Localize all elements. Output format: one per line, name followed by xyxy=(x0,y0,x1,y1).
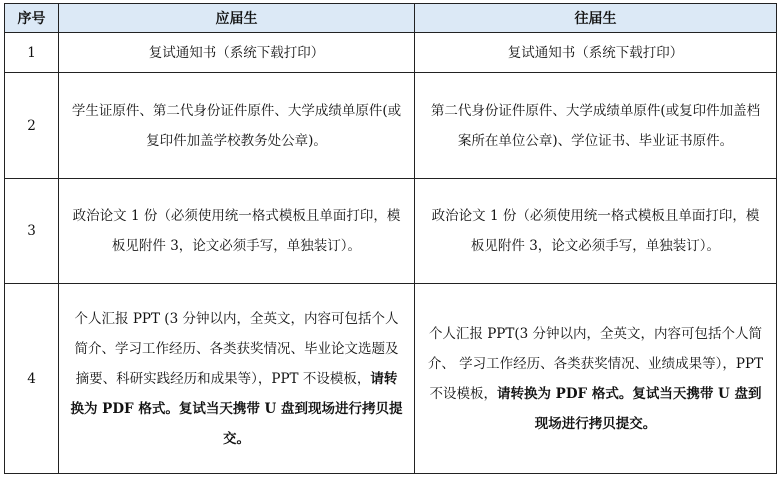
past-requirement: 第二代身份证件原件、大学成绩单原件(或复印件加盖档案所在单位公章)、学位证书、毕业证书原件。 xyxy=(415,73,777,179)
past-requirement: 复试通知书（系统下载打印） xyxy=(415,33,777,73)
row-number: 2 xyxy=(5,73,59,179)
table-row xyxy=(5,179,777,284)
fresh-requirement: 复试通知书（系统下载打印） xyxy=(59,33,415,73)
fresh-requirement xyxy=(59,284,415,474)
fresh-requirement: 学生证原件、第二代身份证件原件、大学成绩单原件(或复印件加盖学校教务处公章)。 xyxy=(59,73,415,179)
fresh-requirement: 政治论文 1 份（必须使用统一格式模板且单面打印，模板见附件 3，论文必须手写，单独装订）。 xyxy=(59,179,415,284)
row-number: 1 xyxy=(5,33,59,73)
row-number: 4 xyxy=(5,284,59,474)
header-index: 序号 xyxy=(5,4,59,33)
header-fresh-graduates: 应届生 xyxy=(59,4,415,33)
table-row xyxy=(5,73,777,179)
table-header-row xyxy=(5,4,777,33)
past-requirement: 政治论文 1 份（必须使用统一格式模板且单面打印，模板见附件 3，论文必须手写，单独装订）。 xyxy=(415,179,777,284)
past-requirement-emphasis: 请转换为 PDF 格式。复试当天携带 U 盘到现场进行拷贝提交。 xyxy=(496,385,762,432)
table-row xyxy=(5,33,777,73)
fresh-requirement-emphasis: 请转换为 PDF 格式。复试当天携带 U 盘到现场进行拷贝提交。 xyxy=(70,370,403,447)
table-row xyxy=(5,284,777,474)
header-past-graduates: 往届生 xyxy=(415,4,777,33)
past-requirement-text: 个人汇报 PPT(3 分钟以内，全英文，内容可包括个人简介、 学习工作经历、各类获奖情况、业绩成果等），PPT 不设模板， xyxy=(427,325,764,402)
materials-table xyxy=(4,3,777,474)
fresh-requirement-text: 个人汇报 PPT (3 分钟以内，全英文，内容可包括个人简介、学习工作经历、各类获奖情况、毕业论文选题及摘要、科研实践经历和成果等），PPT 不设模板， xyxy=(74,310,399,387)
past-requirement xyxy=(415,284,777,474)
row-number: 3 xyxy=(5,179,59,284)
